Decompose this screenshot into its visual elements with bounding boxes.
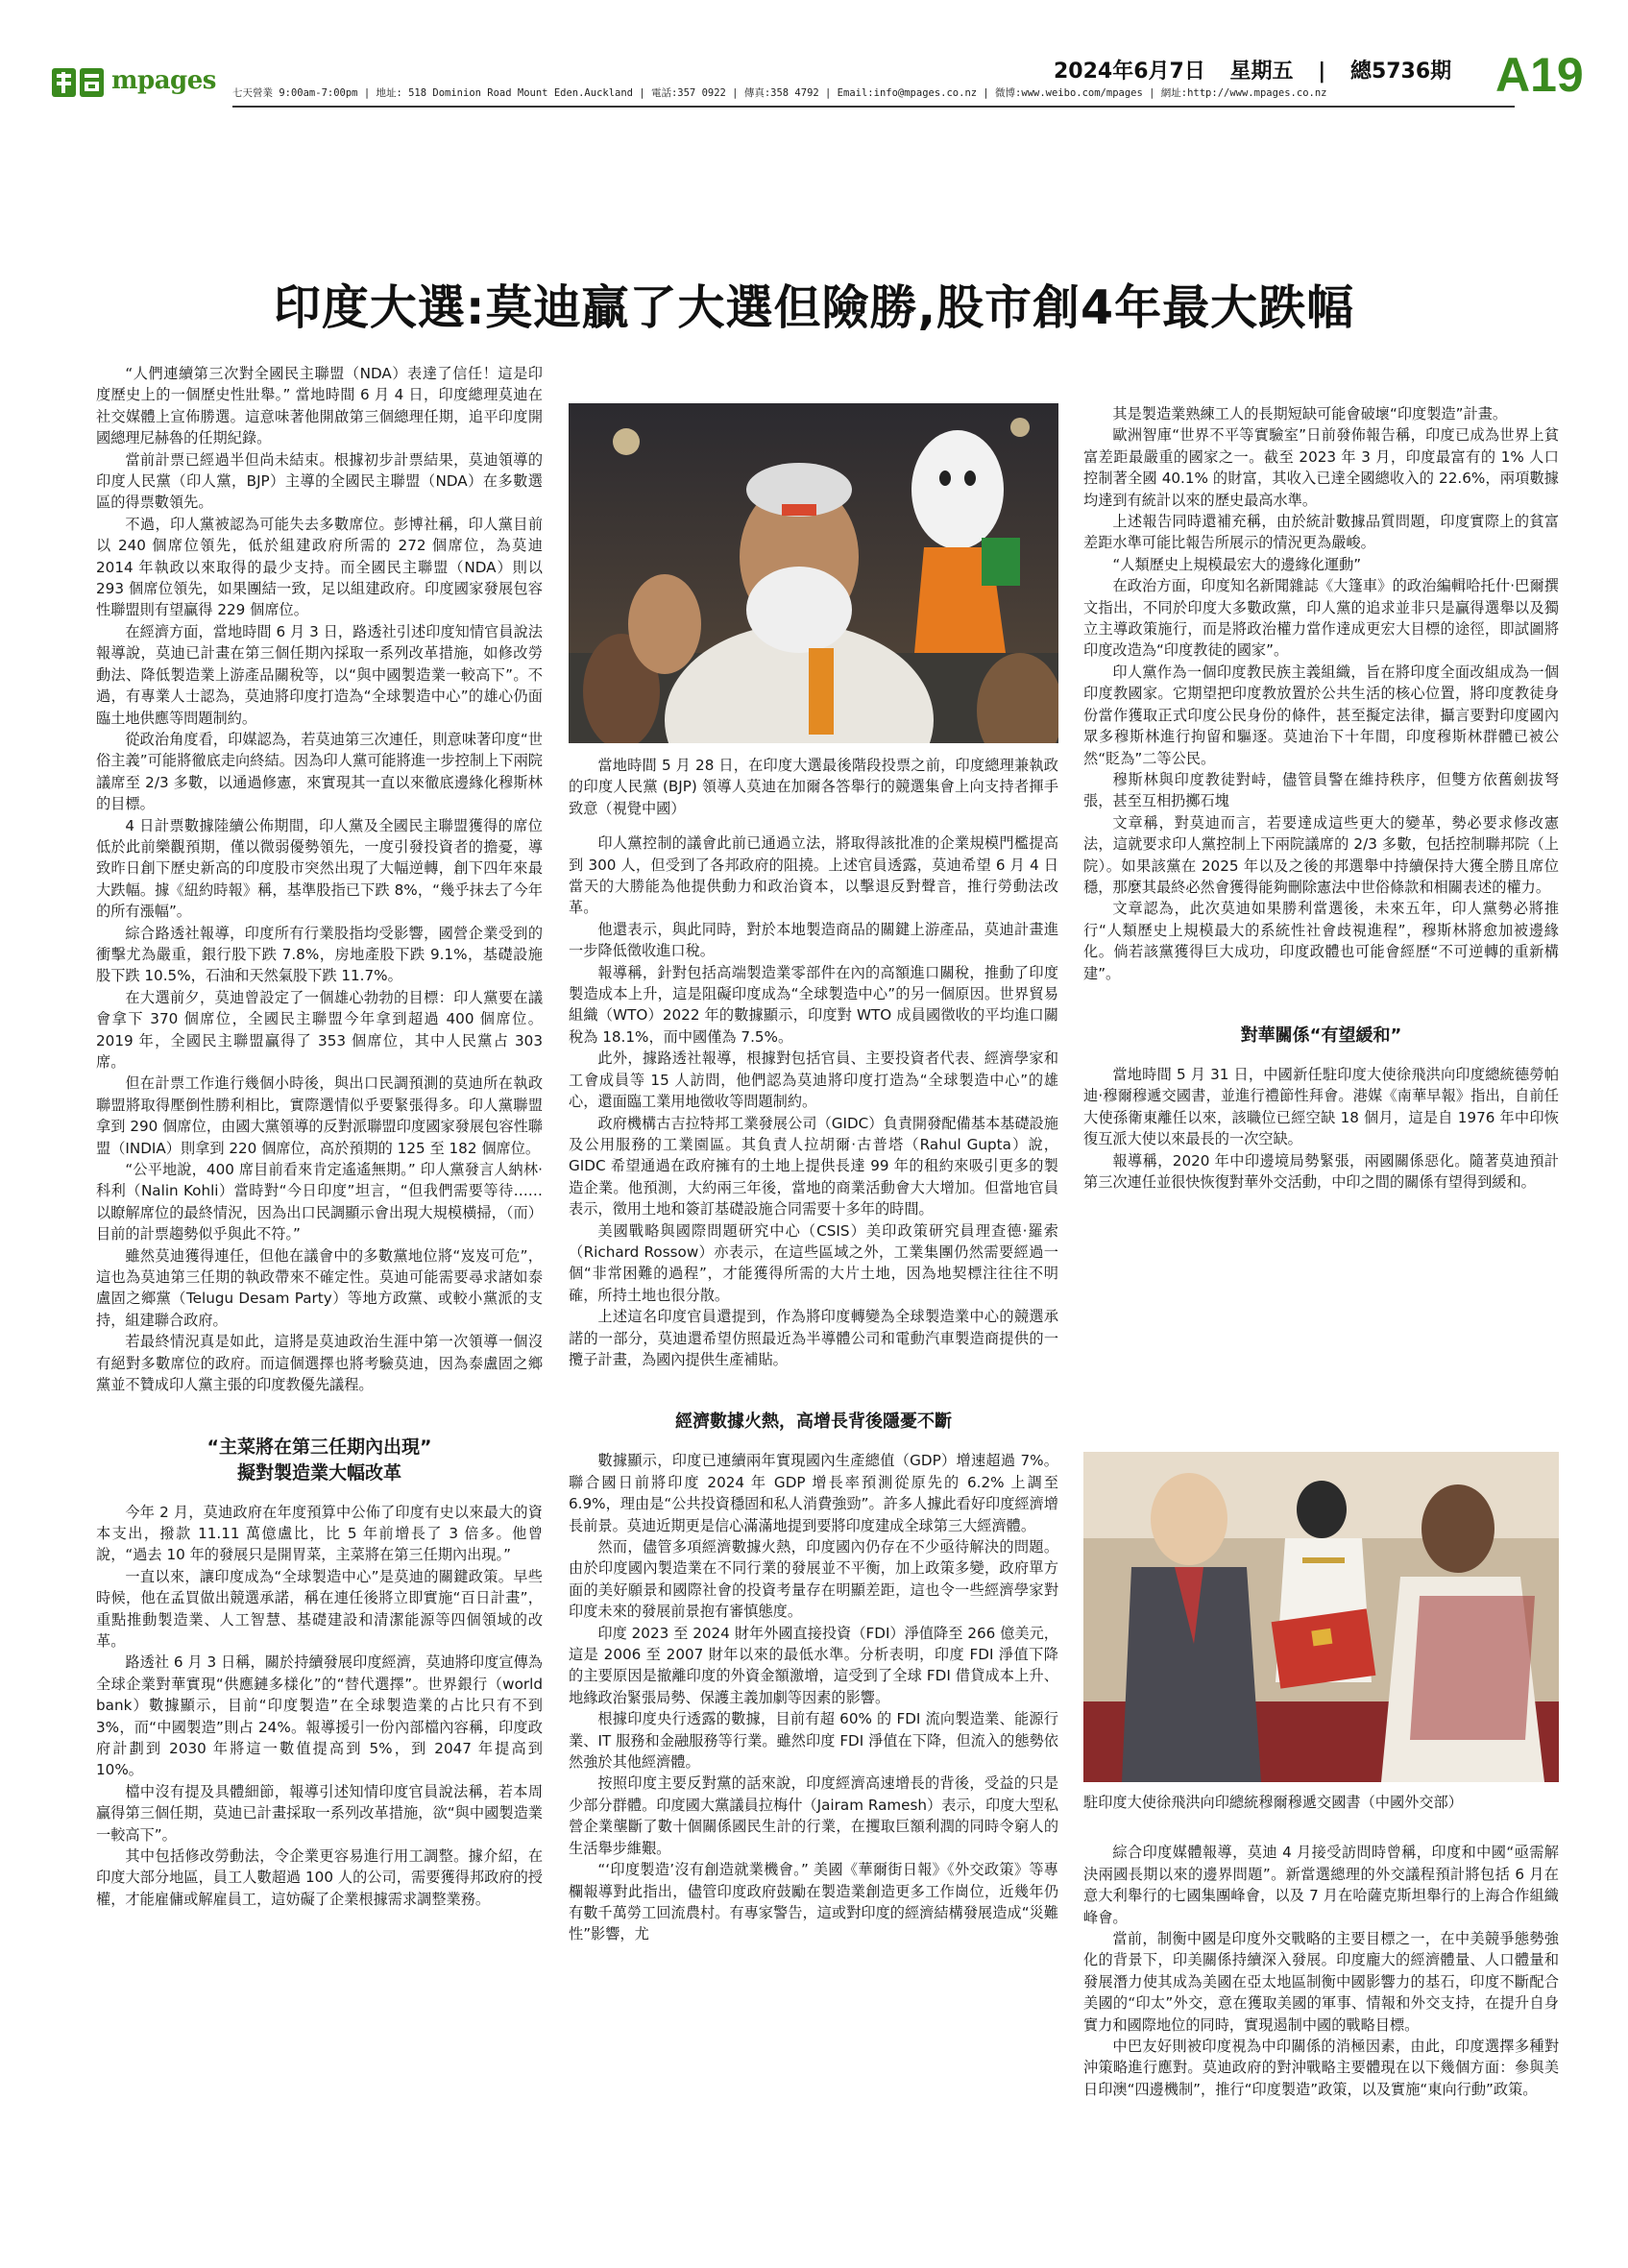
issue-date: 2024年6月7日 bbox=[1054, 60, 1205, 84]
paragraph: 不過，印人黨被認為可能失去多數席位。彭博社稱，印人黨目前以 240 個席位領先，低於組建政府所需的 272 個席位，為莫迪 2014 年執政以來取得的最少支持。而全國民主聯盟（NDA）則以 293 個席位領先，如果團結一致，足以組建政府。印度國家發展包容性聯盟則有望贏得 229 個席位。 bbox=[96, 515, 543, 619]
paragraph: 若最終情況真是如此，這將是莫迪政治生涯中第一次領導一個沒有絕對多數席位的政府。而這個選擇也將考驗莫迪，因為泰盧固之鄉黨並不贊成印人黨主張的印度教優先議程。 bbox=[96, 1333, 543, 1394]
contact-info: 七天營業 9:00am-7:00pm | 地址: 518 Dominion Road Mount Eden.Auckland | 電話:357 0922 | 傳真:358 4792 | Email:info@mpages.co.nz | 微博:www.weibo.com/mpages | 網址:http://www.mpages.co.nz bbox=[232, 87, 1327, 99]
paragraph: 在大選前夕，莫迪曾設定了一個雄心勃勃的目標：印人黨要在議會拿下 370 個席位，全國民主聯盟今年拿到超過 400 個席位。2019 年，全國民主聯盟贏得了 353 個席位，其中人民黨占 303 席。 bbox=[96, 988, 543, 1071]
article-column-1 bbox=[96, 363, 543, 1910]
masthead bbox=[50, 48, 1584, 110]
photo-modi-rally bbox=[569, 403, 1058, 743]
paragraph: 綜合路透社報導，印度所有行業股指均受影響，國營企業受到的衝擊尤為嚴重，銀行股下跌 7.8%，房地產股下跌 9.1%，基礎設施股下跌 10.5%，石油和天然氣股下跌 11.7%。 bbox=[96, 924, 543, 985]
spacer bbox=[1083, 1813, 1559, 1842]
paragraph: 雖然莫迪獲得連任，但他在議會中的多數黨地位將“岌岌可危”，這也為莫迪第三任期的執政帶來不確定性。莫迪可能需要尋求諸如泰盧固之鄉黨（Telugu Desam Party）等地方政黨、或較小黨派的支持，組建聯合政府。 bbox=[96, 1246, 543, 1329]
paragraph: 然而，儘管多項經濟數據火熱，印度國內仍存在不少亟待解決的問題。由於印度國內製造業在不同行業的發展並不平衡，加上政策多變，政府單方面的美好願景和國際社會的投資考量存在明顯差距，這也令一些經濟學家對印度未來的發展前景抱有審慎態度。 bbox=[569, 1538, 1058, 1621]
issue-number: 總5736期 bbox=[1349, 60, 1452, 84]
section-subhead: 經濟數據火熱，高增長背後隱憂不斷 bbox=[675, 1411, 952, 1433]
paragraph: 路透社 6 月 3 日稱，關於持續發展印度經濟，莫迪將印度宣傳為全球企業對華實現“供應鏈多樣化”的“替代選擇”。世界銀行（world bank）數據顯示，目前“印度製造”在全球製造業的占比只有不到 3%，而“中國製造”則占 24%。報導援引一份內部檔內容稱，印度政府計劃到 2030 年將這一數值提高到 5%，到 2047 年提高到 10%。 bbox=[96, 1653, 543, 1779]
paragraph: 當地時間 5 月 31 日，中國新任駐印度大使徐飛洪向印度總統德勞帕迪·穆爾穆遞交國書，並進行禮節性拜會。港媒《南華早報》指出，自前任大使孫衛東離任以來，該職位已經空缺 18 個月，這是自 1976 年中印恢復互派大使以來最長的一次空缺。 bbox=[1083, 1065, 1559, 1148]
paragraph: 穆斯林與印度教徒對峙，儘管員警在維持秩序，但雙方依舊劍拔弩張，甚至互相扔擲石塊 bbox=[1083, 770, 1559, 810]
headline: 印度大選:莫迪贏了大選但險勝,股市創4年最大跌幅 bbox=[273, 280, 1355, 335]
credentials-photo-illustration bbox=[1083, 1452, 1559, 1782]
section-subhead: 對華關係“有望緩和” bbox=[1240, 1025, 1402, 1046]
paragraph: 檔中沒有提及具體細節，報導引述知情印度官員說法稱，若本周贏得第三個任期，莫迪已計畫採取一系列改革措施，欲“與中國製造業一較高下”。 bbox=[96, 1782, 543, 1844]
photo-caption: 當地時間 5 月 28 日，在印度大選最後階段投票之前，印度總理兼執政的印度人民黨 (BJP) 領導人莫迪在加爾各答舉行的競選集會上向支持者揮手致意（視覺中國） bbox=[569, 757, 1058, 817]
paragraph: 其中包括修改勞動法，令企業更容易進行用工調整。據介紹，在印度大部分地區，員工人數超過 100 人的公司，需要獲得邦政府的授權，才能雇傭或解雇員工，這妨礙了企業根據需求調整業務。 bbox=[96, 1847, 543, 1908]
paragraph: 根據印度央行透露的數據，目前有超 60% 的 FDI 流向製造業、能源行業、IT 服務和金融服務等行業。雖然印度 FDI 淨值在下降，但流入的態勢依然強於其他經濟體。 bbox=[569, 1710, 1058, 1772]
paragraph: 報導稱，2020 年中印邊境局勢緊張，兩國關係惡化。隨著莫迪預計第三次連任並很快恢復對華外交活動，中印之間的關係有望得到緩和。 bbox=[1083, 1151, 1559, 1191]
paragraph: 其是製造業熟練工人的長期短缺可能會破壞“印度製造”計畫。 bbox=[1112, 405, 1508, 422]
logo-text: mpages bbox=[111, 66, 216, 95]
paragraph: 按照印度主要反對黨的話來說，印度經濟高速增長的背後，受益的只是少部分群體。印度國大黨議員拉梅什（Jairam Ramesh）表示，印度大型私營企業壟斷了數十個關係國民生計的行業，在攫取巨額利潤的同時令窮人的生活舉步維艱。 bbox=[569, 1774, 1058, 1857]
paragraph: 中巴友好則被印度視為中印關係的消極因素，由此，印度選擇多種對沖策略進行應對。莫迪政府的對沖戰略主要體現在以下幾個方面：參與美日印澳“四邊機制”，推行“印度製造”政策，以及實施“東向行動”政策。 bbox=[1083, 2038, 1559, 2098]
paragraph: 從政治角度看，印媒認為，若莫迪第三次連任，則意味著印度“世俗主義”可能將徹底走向終結。因為印人黨可能將進一步控制上下兩院議席至 2/3 多數，以通過修憲，來實現其一直以來徹底邊緣化穆斯林的目標。 bbox=[96, 730, 543, 813]
paragraph: 綜合印度媒體報導，莫迪 4 月接受訪問時曾稱，印度和中國“亟需解決兩國長期以來的邊界問題”。新當選總理的外交議程預計將包括 6 月在意大利舉行的七國集團峰會，以及 7 月在哈薩克斯坦舉行的上海合作組織峰會。 bbox=[1083, 1844, 1559, 1926]
page-number: A19 bbox=[1495, 48, 1584, 102]
issue-weekday: 星期五 bbox=[1229, 60, 1294, 84]
paragraph: 他還表示，與此同時，對於本地製造商品的關鍵上游產品，莫迪計畫進一步降低徵收進口稅。 bbox=[569, 920, 1058, 960]
subhead-line-1: “主菜將在第三任期內出現” bbox=[207, 1436, 432, 1458]
paragraph: 文章認為，此次莫迪如果勝利當選後，未來五年，印人黨勢必將推行“人類歷史上規模最大的系統性社會歧視進程”，穆斯林將愈加被邊緣化。倘若該黨獲得巨大成功，印度政體也可能會經歷“不可逆轉的重新構建”。 bbox=[1083, 900, 1559, 982]
paragraph: “‘印度製造’沒有創造就業機會。” 美國《華爾街日報》《外交政策》等專欄報導對此指出，儘管印度政府鼓勵在製造業創造更多工作崗位，近幾年仍有數千萬勞工回流農村。有專家警告，這或對印度的經濟結構發展造成“災難性”影響，尤 bbox=[569, 1861, 1058, 1943]
paragraph: 在經濟方面，當地時間 6 月 3 日，路透社引述印度知情官員說法報導說，莫迪已計畫在第三個任期內採取一系列改革措施，如修改勞動法、降低製造業上游產品關稅等，以“與中國製造業一較高下”。不過，有專業人士認為，莫迪將印度打造為“全球製造中心”的雄心仍面臨土地供應等問題制約。 bbox=[96, 622, 543, 727]
paragraph: 但在計票工作進行幾個小時後，與出口民調預測的莫迪所在執政聯盟將取得壓倒性勝利相比，實際選情似乎要緊張得多。印人黨聯盟拿到 290 個席位，由國大黨領導的反對派聯盟印度國家發展包容性聯盟（INDIA）則拿到 220 個席位，高於預期的 125 至 182 個席位。 bbox=[96, 1074, 543, 1157]
subhead-line-2: 擬對製造業大幅改革 bbox=[236, 1461, 401, 1484]
header-rule bbox=[232, 106, 1515, 108]
article-column-2 bbox=[569, 755, 1058, 1945]
paragraph: 當前計票已經過半但尚未結束。根據初步計票結果，莫迪領導的印度人民黨（印人黨，BJP）主導的全國民主聯盟（NDA）在多數選區的得票數領先。 bbox=[96, 450, 543, 512]
publication-logo bbox=[50, 64, 216, 103]
paragraph: 美國戰略與國際問題研究中心（CSIS）美印政策研究員理查德·羅索（Richard Rossow）亦表示，在這些區域之外，工業集團仍然需要經過一個“非常困難的過程”，才能獲得所需的大片土地，因為地契標注往往不明確，所持土地也很分散。 bbox=[569, 1221, 1058, 1304]
paragraph: 數據顯示，印度已連續兩年實現國內生產總值（GDP）增速超過 7%。聯合國日前將印度 2024 年 GDP 增長率預測從原先的 6.2% 上調至 6.9%，理由是“公共投資穩固和私人消費強勁”。許多人據此看好印度經濟增長前景。莫迪近期更是信心滿滿地提到要將印度建成全球第三大經濟體。 bbox=[569, 1452, 1058, 1534]
paragraph: 印人黨控制的議會此前已通過立法，將取得該批准的企業規模門檻提高到 300 人，但受到了各邦政府的阻撓。上述官員透露，莫迪希望 6 月 4 日當天的大勝能為他提供動力和政治資本，以擊退反對聲音，推行勞動法改革。 bbox=[569, 834, 1058, 917]
paragraph: 印人黨作為一個印度教民族主義組織，旨在將印度全面改組成為一個印度教國家。它期望把印度教放置於公共生活的核心位置，將印度教徒身份當作獲取正式印度公民身份的條件，甚至擬定法律，攝言要對印度國內眾多穆斯林進行拘留和驅逐。莫迪治下十年間，印度穆斯林群體已被公然“貶為”二等公民。 bbox=[1083, 663, 1559, 767]
paragraph: 報導稱，針對包括高端製造業零部件在內的高額進口關稅，推動了印度製造成本上升，這是阻礙印度成為“全球製造中心”的另一個原因。世界貿易組織（WTO）2022 年的數據顯示，印度對 WTO 成員國徵收的平均進口關稅為 18.1%，而中國僅為 7.5%。 bbox=[569, 963, 1058, 1046]
dateline bbox=[1054, 55, 1469, 84]
paragraph: 在政治方面，印度知名新聞雜誌《大篷車》的政治編輯哈托什·巴爾撰文指出，不同於印度大多數政黨，印人黨的追求並非只是贏得選舉以及獨立主導政策施行，而是將政治權力當作達成更宏大目標的途徑，即試圖將印度改造為“印度教徒的國家”。 bbox=[1083, 577, 1559, 660]
paragraph: 一直以來，讓印度成為“全球製造中心”是莫迪的關鍵政策。早些時候，他在孟買做出競選承諾，稱在連任後將立即實施“百日計畫”，重點推動製造業、人工智慧、基礎建設和清潔能源等四個領域的改革。 bbox=[96, 1567, 543, 1650]
paragraph: 歐洲智庫“世界不平等實驗室”日前發佈報告稱，印度已成為世界上貧富差距最嚴重的國家之一。截至 2023 年 3 月，印度最富有的 1% 人口控制著全國 40.1% 的財富，其收入已達全國總收入的 22.6%，兩項數據均達到有統計以來的歷史最高水準。 bbox=[1083, 426, 1559, 509]
photo-caption-2-block bbox=[1083, 1792, 1559, 2100]
dateline-separator: | bbox=[1318, 60, 1326, 84]
photo-ambassador-credentials bbox=[1083, 1452, 1559, 1782]
article-column-3 bbox=[1083, 403, 1559, 1193]
section-subhead bbox=[96, 1435, 543, 1486]
paragraph: 4 日計票數據陸續公佈期間，印人黨及全國民主聯盟獲得的席位低於此前樂觀預期，僅以微弱優勢領先，一度引發投資者的擔憂，導致昨日創下歷史新高的印度股市突然出現了大幅逆轉，創下四年來最大跌幅。據《紐約時報》稱，基準股指已下跌 8%，“幾乎抹去了今年的所有漲幅”。 bbox=[96, 816, 543, 921]
paragraph: 今年 2 月，莫迪政府在年度預算中公佈了印度有史以來最大的資本支出，撥款 11.11 萬億盧比，比 5 年前增長了 3 倍多。他曾說，“過去 10 年的發展只是開胃菜，主菜將在第三任期內出現。” bbox=[96, 1503, 543, 1564]
paragraph: 印度 2023 至 2024 財年外國直接投資（FDI）淨值降至 266 億美元，這是 2006 至 2007 財年以來的最低水準。分析表明，印度 FDI 淨值下降的主要原因是撤離印度的外資金額激增，這受到了全球 FDI 借貸成本上升、地緣政治緊張局勢、保護主義加劇等因素的影響。 bbox=[569, 1624, 1058, 1706]
paragraph: “人類歷史上規模最宏大的邊緣化運動” bbox=[1112, 555, 1362, 573]
logo-mark-icon bbox=[50, 64, 108, 101]
paragraph: 上述報告同時還補充稱，由於統計數據品質問題，印度實際上的貧富差距水準可能比報告所展示的情況更為嚴峻。 bbox=[1083, 513, 1559, 552]
paragraph: “公平地說，400 席目前看來肯定遙遙無期。” 印人黨發言人納林·科利（Nalin Kohli）當時對“今日印度”坦言，“但我們需要等待……以瞭解席位的最終情況，因為出口民調顯示會出現大規模橫掃，（而）目前的計票趨勢似乎與此不符。” bbox=[96, 1161, 543, 1243]
rally-photo-illustration bbox=[569, 403, 1058, 743]
photo-caption: 駐印度大使徐飛洪向印總統穆爾穆遞交國書（中國外交部） bbox=[1083, 1794, 1463, 1811]
paragraph: 政府機構古吉拉特邦工業發展公司（GIDC）負責開發配備基本基礎設施及公用服務的工業園區。其負責人拉胡爾·古普塔（Rahul Gupta）說，GIDC 希望通過在政府擁有的土地上提供長達 99 年的租約來吸引更多的製造企業。他預測，大約兩三年後，當地的商業活動會大大增加。但當地官員表示，徵用土地和簽訂基礎設施合同需要十多年的時間。 bbox=[569, 1114, 1058, 1218]
paragraph: 當前，制衡中國是印度外交戰略的主要目標之一，在中美競爭態勢強化的背景下，印美關係持續深入發展。印度龐大的經濟體量、人口體量和發展潛力使其成為美國在亞太地區制衡中國影響力的基石，印度不斷配合美國的“印太”外交，意在獲取美國的軍事、情報和外交支持，在提升自身實力和國際地位的同時，實現遏制中國的戰略目標。 bbox=[1083, 1930, 1559, 2034]
paragraph: 文章稱，對莫迪而言，若要達成這些更大的變革，勢必要求修改憲法，這就要求印人黨控制上下兩院議席的 2/3 多數，包括控制聯邦院（上院）。如果該黨在 2025 年以及之後的邦選舉中持續保持大獲全勝且席位穩，那麼其最終必然會獲得能夠刪除憲法中世俗條款和相關表述的權力。 bbox=[1083, 813, 1559, 896]
paragraph: “人們連續第三次對全國民主聯盟（NDA）表達了信任！這是印度歷史上的一個歷史性壯舉。” 當地時間 6 月 4 日，印度總理莫迪在社交媒體上宣佈勝選。這意味著他開啟第三個總理任期，追平印度開國總理尼赫魯的任期紀錄。 bbox=[96, 365, 543, 447]
paragraph: 此外，據路透社報導，根據對包括官員、主要投資者代表、經濟學家和工會成員等 15 人訪問，他們認為莫迪將印度打造為“全球製造中心”的雄心，還面臨工業用地徵收等問題制約。 bbox=[569, 1050, 1058, 1111]
paragraph: 上述這名印度官員還提到，作為將印度轉變為全球製造業中心的競選承諾的一部分，莫迪還希望仿照最近為半導體公司和電動汽車製造商提供的一攬子計畫，為國內提供生產補貼。 bbox=[569, 1308, 1058, 1368]
